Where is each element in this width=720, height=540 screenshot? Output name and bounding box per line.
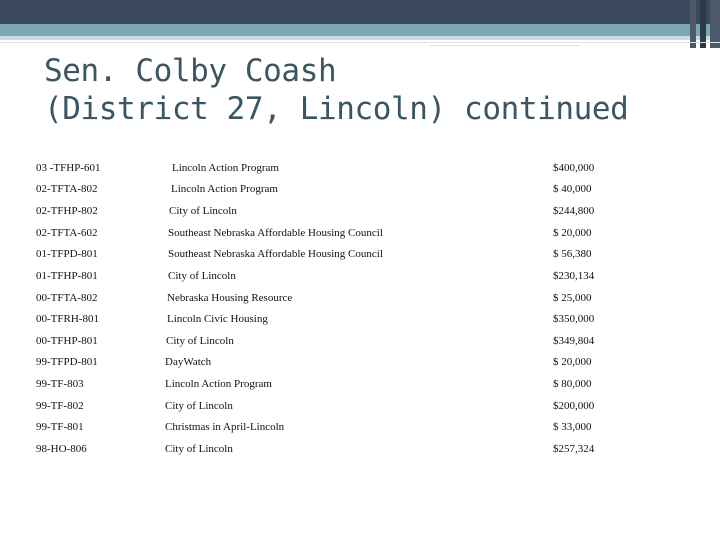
grant-recipient: City of Lincoln [166,335,234,347]
table-row [0,246,720,262]
grant-amount: $ 56,380 [553,248,592,260]
grant-amount: $ 40,000 [553,183,592,195]
grant-recipient: City of Lincoln [169,205,237,217]
table-row [0,181,720,197]
table-row [0,419,720,435]
table-row [0,160,720,176]
grant-code: 99-TF-802 [36,400,84,412]
grant-amount: $257,324 [553,443,595,455]
grant-recipient: Lincoln Civic Housing [167,313,268,325]
grant-code: 99-TFPD-801 [36,356,98,368]
table-row [0,354,720,370]
grant-code: 98-HO-806 [36,443,87,455]
grant-recipient: Lincoln Action Program [171,183,278,195]
grant-amount: $400,000 [553,162,595,174]
grant-code: 01-TFHP-801 [36,270,98,282]
title-line-1: Sen. Colby Coash [44,53,337,89]
grant-amount: $200,000 [553,400,595,412]
grant-amount: $349,804 [553,335,595,347]
grant-amount: $230,134 [553,270,595,282]
title-line-2: (District 27, Lincoln) continued [44,91,629,127]
grant-recipient: DayWatch [165,356,212,368]
grant-recipient: Southeast Nebraska Affordable Housing Council [168,248,383,260]
grant-code: 01-TFPD-801 [36,248,98,260]
grant-code: 00-TFRH-801 [36,313,99,325]
grant-code: 03 -TFHP-601 [36,162,101,174]
grant-amount: $ 20,000 [553,227,592,239]
table-row [0,290,720,306]
grant-amount: $ 80,000 [553,378,592,390]
grant-amount: $244,800 [553,205,595,217]
table-row [0,225,720,241]
grant-amount: $ 20,000 [553,356,592,368]
grant-code: 99-TF-803 [36,378,84,390]
grant-code: 02-TFTA-602 [36,227,98,239]
grant-recipient: Christmas in April-Lincoln [165,421,285,433]
grant-recipient: City of Lincoln [165,400,233,412]
grant-amount: $ 33,000 [553,421,592,433]
table-row [0,333,720,349]
grant-amount: $ 25,000 [553,292,592,304]
grant-recipient: Nebraska Housing Resource [167,292,293,304]
table-row [0,311,720,327]
grant-amount: $350,000 [553,313,595,325]
grant-code: 99-TF-801 [36,421,84,433]
table-row [0,441,720,457]
grant-recipient: City of Lincoln [165,443,233,455]
table-row [0,203,720,219]
grant-recipient: Lincoln Action Program [165,378,272,390]
table-row [0,376,720,392]
grant-code: 02-TFTA-802 [36,183,98,195]
grant-recipient: Southeast Nebraska Affordable Housing Council [168,227,383,239]
table-row [0,398,720,414]
grant-code: 02-TFHP-802 [36,205,98,217]
grant-code: 00-TFTA-802 [36,292,98,304]
grant-code: 00-TFHP-801 [36,335,98,347]
grant-recipient: City of Lincoln [168,270,236,282]
table-row [0,268,720,284]
grant-recipient: Lincoln Action Program [172,162,279,174]
